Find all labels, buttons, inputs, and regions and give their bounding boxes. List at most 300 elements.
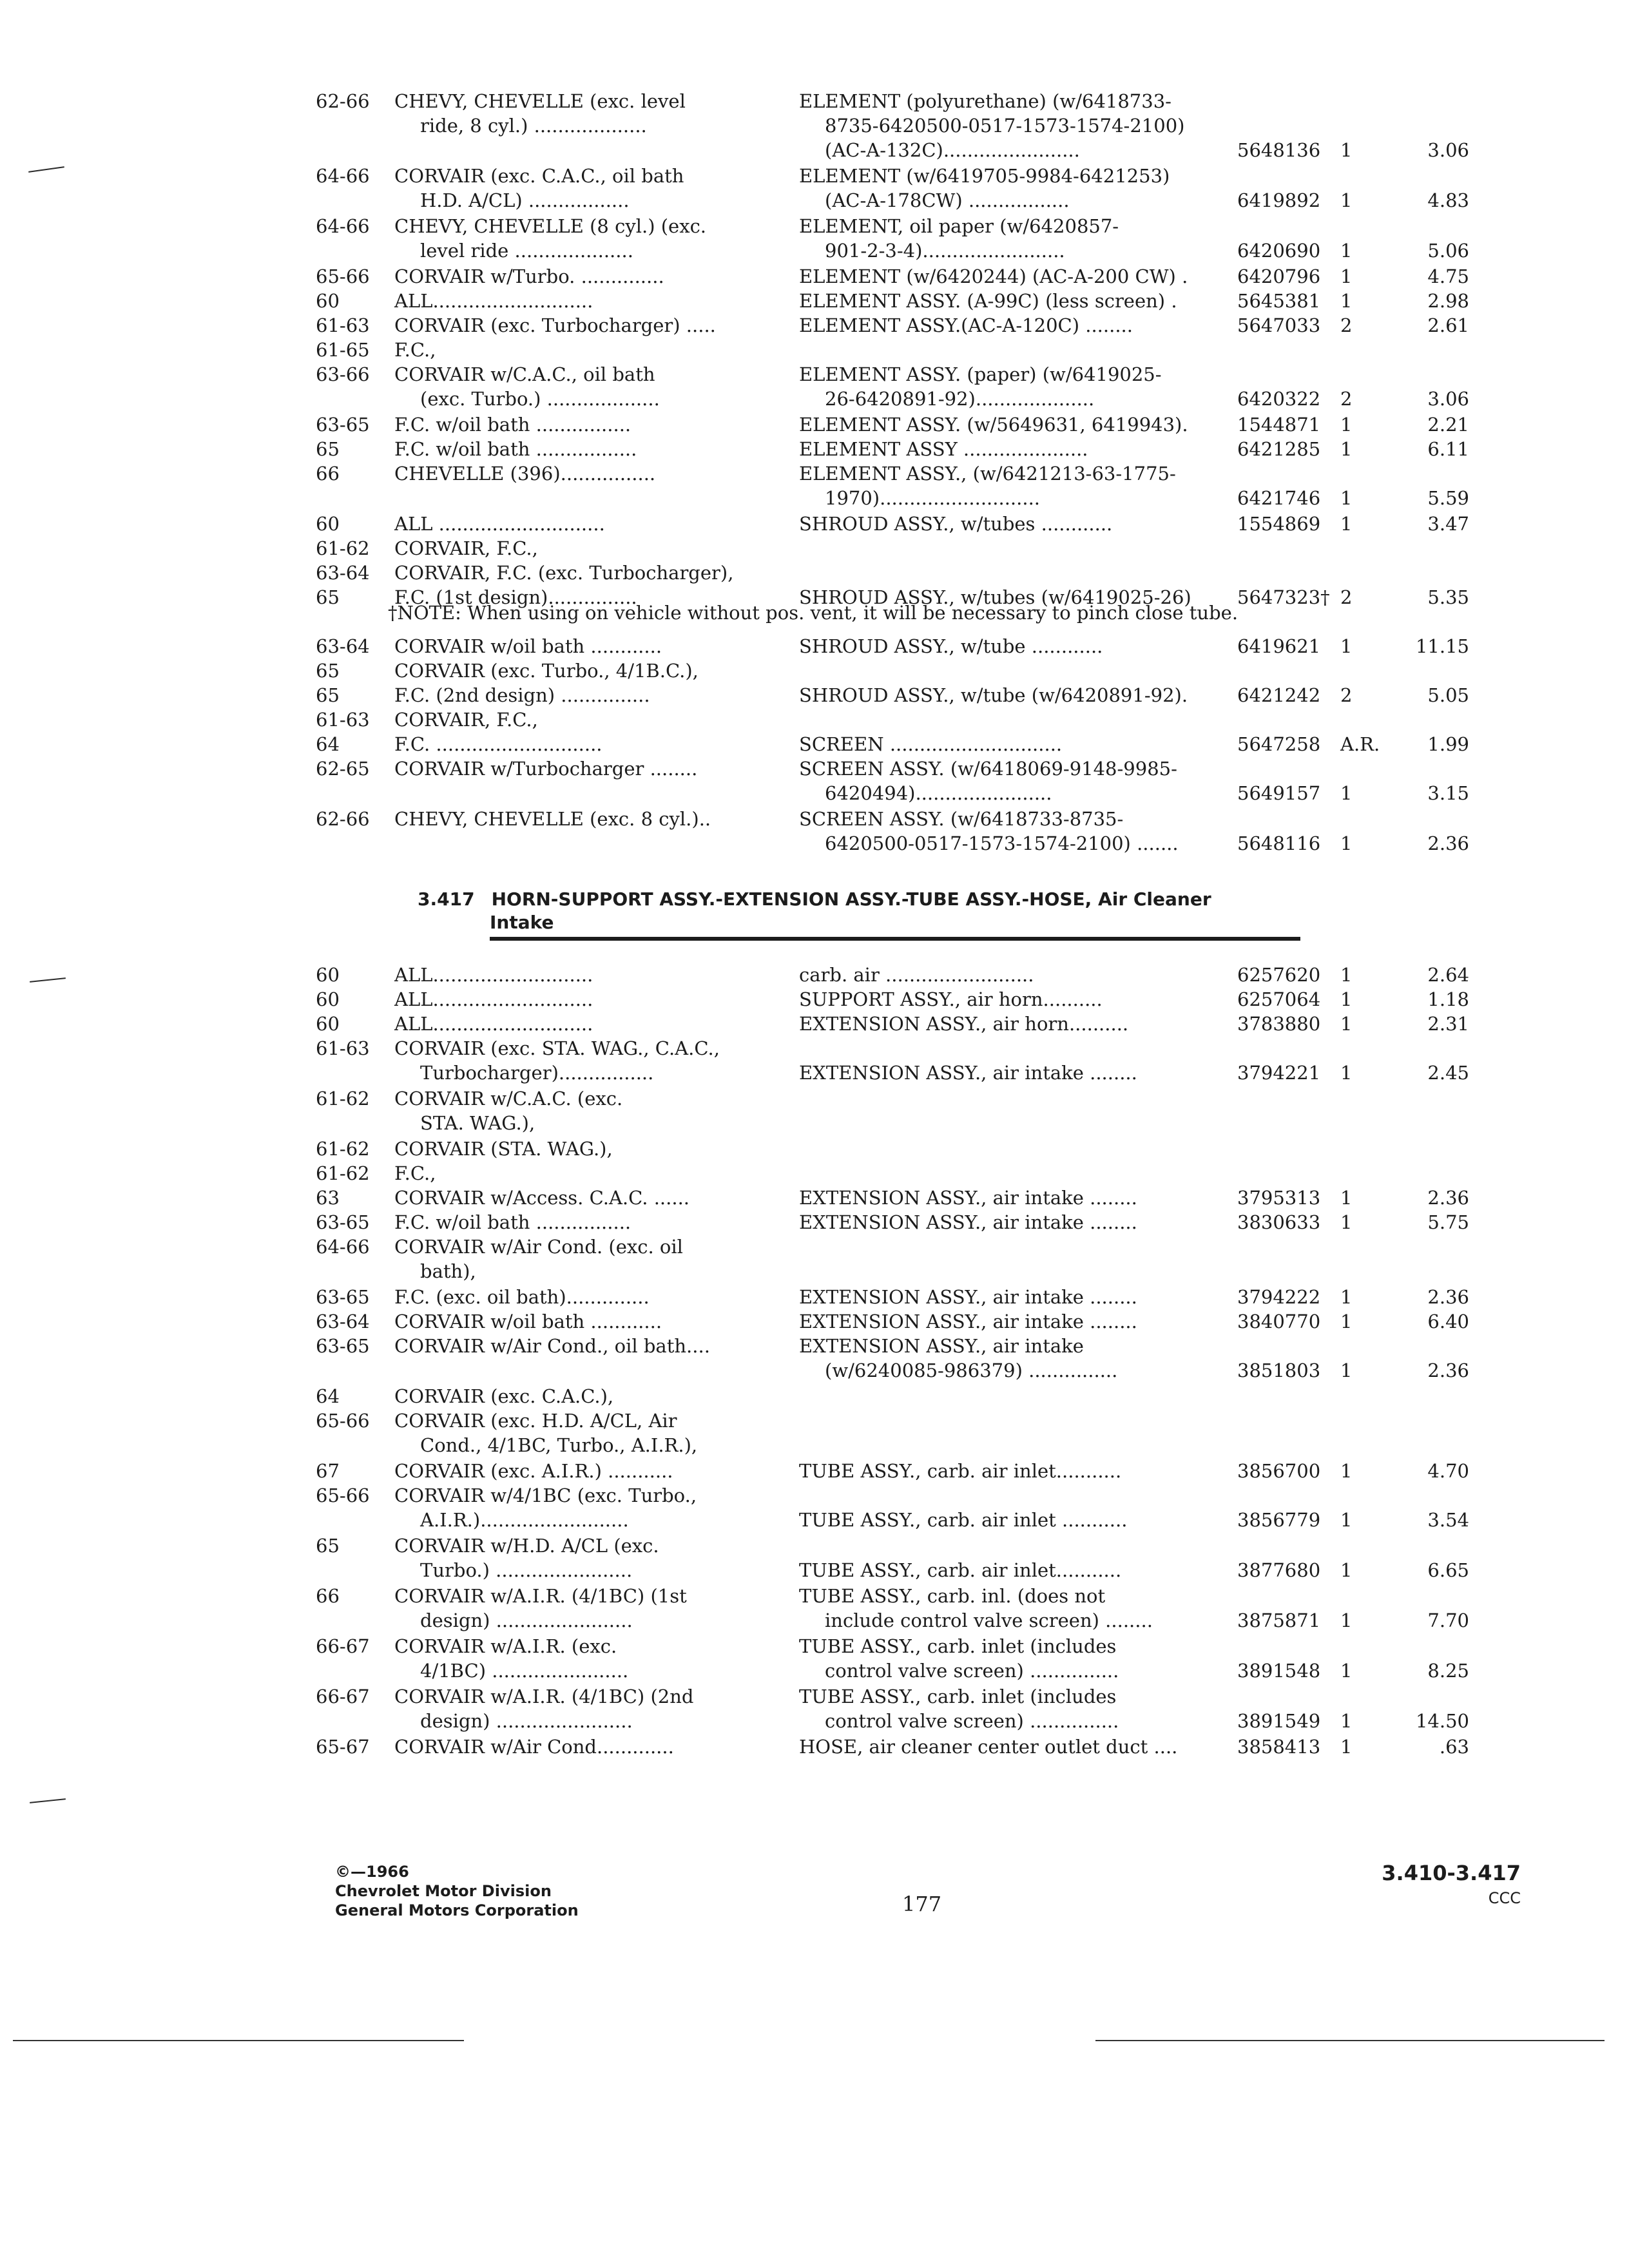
model-cell bbox=[394, 987, 768, 1012]
part-number-cell: 3891548 bbox=[1237, 1660, 1321, 1682]
table-note bbox=[316, 601, 1469, 625]
quantity-cell: 1 bbox=[1340, 1187, 1353, 1209]
description-line: (AC-A-178CW) ................. bbox=[825, 189, 1070, 211]
year-cell: 67 bbox=[316, 1460, 340, 1482]
quantity-cell: 2 bbox=[1340, 314, 1353, 336]
model-line: CORVAIR (exc. C.A.C.), bbox=[394, 1385, 614, 1407]
model-cell bbox=[394, 1584, 768, 1633]
description-line: ELEMENT ASSY.(AC-A-120C) ........ bbox=[799, 314, 1133, 336]
description-line: SHROUD ASSY., w/tubes ............ bbox=[799, 513, 1113, 535]
description-line: SCREEN ASSY. (w/6418069-9148-9985- bbox=[799, 758, 1177, 780]
model-line: F.C. ............................ bbox=[394, 733, 602, 755]
year-cell: 63-66 bbox=[316, 363, 370, 385]
year-cell: 65 bbox=[316, 684, 340, 706]
model-cell bbox=[394, 1334, 768, 1358]
quantity-cell: 1 bbox=[1340, 964, 1353, 986]
quantity-cell: 1 bbox=[1340, 487, 1353, 509]
model-line: CORVAIR (exc. C.A.C., oil bath bbox=[394, 165, 684, 187]
model-line: H.D. A/CL) ................. bbox=[420, 189, 630, 211]
description-cell bbox=[799, 1735, 1218, 1759]
model-cell bbox=[394, 1086, 768, 1135]
description-line: 8735-6420500-0517-1573-1574-2100) bbox=[825, 115, 1185, 137]
part-number-cell: 3830633 bbox=[1237, 1211, 1321, 1233]
description-cell bbox=[799, 89, 1218, 162]
part-number-cell: 5645381 bbox=[1237, 290, 1321, 312]
model-line: ALL ............................ bbox=[394, 513, 605, 535]
part-number-cell: 5649157 bbox=[1237, 782, 1321, 804]
description-line: TUBE ASSY., carb. inlet (includes bbox=[799, 1635, 1117, 1657]
price-cell: .63 bbox=[1439, 1736, 1469, 1758]
price-cell: 5.75 bbox=[1427, 1211, 1469, 1233]
model-line: F.C. (exc. oil bath).............. bbox=[394, 1286, 650, 1308]
description-cell bbox=[799, 1483, 1218, 1532]
description-cell bbox=[799, 1684, 1218, 1733]
bottom-rule bbox=[1095, 2040, 1605, 2041]
year-cell: 63-65 bbox=[316, 1211, 370, 1233]
model-cell bbox=[394, 264, 768, 289]
part-number-cell: 3858413 bbox=[1237, 1736, 1321, 1758]
section-range: 3.410-3.417 bbox=[1382, 1861, 1521, 1885]
description-line: TUBE ASSY., carb. air inlet........... bbox=[799, 1559, 1122, 1581]
description-line: TUBE ASSY., carb. inl. (does not bbox=[799, 1585, 1106, 1607]
model-line: CHEVELLE (396)................ bbox=[394, 463, 656, 485]
quantity-cell: 1 bbox=[1340, 189, 1353, 211]
year-cell: 60 bbox=[316, 513, 340, 535]
description-line: EXTENSION ASSY., air intake ........ bbox=[799, 1286, 1137, 1308]
price-cell: 5.05 bbox=[1427, 684, 1469, 706]
model-line: CORVAIR (exc. STA. WAG., C.A.C., bbox=[394, 1037, 720, 1059]
part-number-cell: 6421746 bbox=[1237, 487, 1321, 509]
quantity-cell: 1 bbox=[1340, 1509, 1353, 1531]
part-number-cell: 5647258 bbox=[1237, 733, 1321, 755]
year-cell: 62-66 bbox=[316, 808, 370, 830]
model-cell bbox=[394, 561, 768, 585]
part-number-cell: 5647033 bbox=[1237, 314, 1321, 336]
description-line: ELEMENT (w/6419705-9984-6421253) bbox=[799, 165, 1170, 187]
model-line: ALL........................... bbox=[394, 988, 593, 1010]
price-cell: 5.06 bbox=[1427, 240, 1469, 262]
part-number-cell: 3783880 bbox=[1237, 1013, 1321, 1035]
part-number-cell: 6419621 bbox=[1237, 635, 1321, 657]
description-cell bbox=[799, 437, 1218, 461]
description-line: ELEMENT, oil paper (w/6420857- bbox=[799, 215, 1119, 237]
price-cell: 3.06 bbox=[1427, 388, 1469, 410]
year-cell: 60 bbox=[316, 988, 340, 1010]
description-line: (w/6240085-986379) ............... bbox=[825, 1360, 1118, 1381]
year-cell: 64 bbox=[316, 1385, 340, 1407]
description-cell bbox=[799, 1584, 1218, 1633]
description-line: 901-2-3-4)........................ bbox=[825, 240, 1065, 262]
part-number-cell: 1554869 bbox=[1237, 513, 1321, 535]
quantity-cell: 1 bbox=[1340, 1062, 1353, 1084]
model-line: CORVAIR (exc. Turbo., 4/1B.C.), bbox=[394, 660, 699, 682]
description-cell bbox=[799, 634, 1218, 658]
model-line: CORVAIR (exc. A.I.R.) ........... bbox=[394, 1460, 673, 1482]
model-cell bbox=[394, 1459, 768, 1483]
model-cell bbox=[394, 512, 768, 536]
quantity-cell: A.R. bbox=[1340, 733, 1380, 755]
model-cell bbox=[394, 1285, 768, 1309]
price-cell: 2.98 bbox=[1427, 290, 1469, 312]
model-line: CORVAIR w/A.I.R. (exc. bbox=[394, 1635, 617, 1657]
quantity-cell: 1 bbox=[1340, 1360, 1353, 1381]
price-cell: 2.61 bbox=[1427, 314, 1469, 336]
description-cell bbox=[799, 412, 1218, 437]
price-cell: 3.54 bbox=[1427, 1509, 1469, 1531]
price-cell: 2.45 bbox=[1427, 1062, 1469, 1084]
model-line: CORVAIR (exc. Turbocharger) ..... bbox=[394, 314, 716, 336]
year-cell: 62-66 bbox=[316, 90, 370, 112]
price-cell: 2.36 bbox=[1427, 832, 1469, 854]
model-line: CORVAIR w/4/1BC (exc. Turbo., bbox=[394, 1485, 697, 1506]
quantity-cell: 1 bbox=[1340, 1211, 1353, 1233]
description-cell bbox=[799, 289, 1218, 313]
model-line: 4/1BC) ....................... bbox=[420, 1660, 629, 1682]
description-line: SHROUD ASSY., w/tube ............ bbox=[799, 635, 1103, 657]
description-cell bbox=[799, 362, 1218, 411]
part-number-cell: 3856700 bbox=[1237, 1460, 1321, 1482]
description-line: SUPPORT ASSY., air horn.......... bbox=[799, 988, 1103, 1010]
year-cell: 63-64 bbox=[316, 635, 370, 657]
year-cell: 65-66 bbox=[316, 1485, 370, 1506]
quantity-cell: 1 bbox=[1340, 139, 1353, 161]
quantity-cell: 1 bbox=[1340, 635, 1353, 657]
part-number-cell: 1544871 bbox=[1237, 414, 1321, 436]
quantity-cell: 1 bbox=[1340, 988, 1353, 1010]
description-line: ELEMENT (w/6420244) (AC-A-200 CW) . bbox=[799, 265, 1188, 287]
part-number-cell: 3851803 bbox=[1237, 1360, 1321, 1381]
model-cell bbox=[394, 1684, 768, 1733]
model-line: Turbo.) ....................... bbox=[420, 1559, 633, 1581]
description-cell bbox=[799, 1533, 1218, 1582]
description-line: 6420494)....................... bbox=[825, 782, 1052, 804]
page-number: 177 bbox=[902, 1892, 942, 1916]
price-cell: 6.65 bbox=[1427, 1559, 1469, 1581]
model-cell bbox=[394, 313, 768, 338]
model-cell bbox=[394, 1137, 768, 1161]
year-cell: 63-65 bbox=[316, 1286, 370, 1308]
description-cell bbox=[799, 461, 1218, 510]
description-line: carb. air ......................... bbox=[799, 964, 1034, 986]
year-cell: 65 bbox=[316, 1535, 340, 1557]
part-number-cell: 6257620 bbox=[1237, 964, 1321, 986]
year-cell: 61-63 bbox=[316, 1037, 370, 1059]
year-cell: 64-66 bbox=[316, 215, 370, 237]
quantity-cell: 1 bbox=[1340, 1710, 1353, 1732]
description-line: EXTENSION ASSY., air horn.......... bbox=[799, 1013, 1129, 1035]
quantity-cell: 1 bbox=[1340, 1013, 1353, 1035]
year-cell: 63 bbox=[316, 1187, 340, 1209]
description-line: ELEMENT (polyurethane) (w/6418733- bbox=[799, 90, 1171, 112]
model-cell bbox=[394, 683, 768, 707]
model-line: Turbocharger)................ bbox=[420, 1062, 654, 1084]
division: Chevrolet Motor Division bbox=[335, 1882, 552, 1900]
year-cell: 64 bbox=[316, 733, 340, 755]
description-cell bbox=[799, 1309, 1218, 1334]
model-line: A.I.R.)......................... bbox=[420, 1509, 629, 1531]
description-line: EXTENSION ASSY., air intake ........ bbox=[799, 1211, 1137, 1233]
year-cell: 60 bbox=[316, 290, 340, 312]
part-number-cell: 3891549 bbox=[1237, 1710, 1321, 1732]
price-cell: 11.15 bbox=[1415, 635, 1469, 657]
price-cell: 6.11 bbox=[1427, 438, 1469, 460]
model-cell bbox=[394, 1634, 768, 1683]
model-cell bbox=[394, 164, 768, 213]
year-cell: 65 bbox=[316, 660, 340, 682]
part-number-cell: 5648116 bbox=[1237, 832, 1321, 854]
model-cell bbox=[394, 1384, 768, 1408]
model-cell bbox=[394, 1735, 768, 1759]
model-line: CORVAIR w/oil bath ............ bbox=[394, 635, 662, 657]
model-cell bbox=[394, 634, 768, 658]
description-line: include control valve screen) ........ bbox=[825, 1610, 1153, 1631]
year-cell: 63-64 bbox=[316, 1311, 370, 1332]
section-rule bbox=[490, 937, 1300, 941]
price-cell: 2.21 bbox=[1427, 414, 1469, 436]
year-cell: 66-67 bbox=[316, 1686, 370, 1707]
description-cell bbox=[799, 264, 1218, 289]
description-cell bbox=[799, 1012, 1218, 1036]
model-line: design) ....................... bbox=[420, 1710, 633, 1732]
part-number-cell: 3875871 bbox=[1237, 1610, 1321, 1631]
model-line: CORVAIR w/C.A.C. (exc. bbox=[394, 1088, 623, 1110]
price-cell: 2.36 bbox=[1427, 1286, 1469, 1308]
model-line: design) ....................... bbox=[420, 1610, 633, 1631]
model-line: CORVAIR w/Turbocharger ........ bbox=[394, 758, 698, 780]
model-line: CORVAIR w/Air Cond., oil bath.... bbox=[394, 1335, 710, 1357]
part-number-cell: 3794221 bbox=[1237, 1062, 1321, 1084]
part-number-cell: 3794222 bbox=[1237, 1286, 1321, 1308]
description-line: HOSE, air cleaner center outlet duct .... bbox=[799, 1736, 1178, 1758]
description-cell bbox=[799, 987, 1218, 1012]
model-line: CHEVY, CHEVELLE (exc. level bbox=[394, 90, 686, 112]
model-line: ALL........................... bbox=[394, 290, 593, 312]
description-cell bbox=[799, 214, 1218, 263]
description-cell bbox=[799, 1285, 1218, 1309]
price-cell: 3.15 bbox=[1427, 782, 1469, 804]
model-line: CHEVY, CHEVELLE (8 cyl.) (exc. bbox=[394, 215, 707, 237]
price-cell: 4.83 bbox=[1427, 189, 1469, 211]
year-cell: 63-65 bbox=[316, 1335, 370, 1357]
section-title-text: HORN-SUPPORT ASSY.-EXTENSION ASSY.-TUBE ASSY.-HOSE, Air Cleaner bbox=[491, 889, 1211, 910]
description-line: TUBE ASSY., carb. air inlet........... bbox=[799, 1460, 1122, 1482]
year-cell: 65-66 bbox=[316, 265, 370, 287]
model-line: CORVAIR, F.C., bbox=[394, 709, 538, 731]
quantity-cell: 2 bbox=[1340, 684, 1353, 706]
price-cell: 2.36 bbox=[1427, 1187, 1469, 1209]
model-line: CORVAIR w/H.D. A/CL (exc. bbox=[394, 1535, 659, 1557]
price-cell: 1.18 bbox=[1427, 988, 1469, 1010]
description-line: SHROUD ASSY., w/tube (w/6420891-92). bbox=[799, 684, 1188, 706]
description-line: (AC-A-132C)....................... bbox=[825, 139, 1080, 161]
price-cell: 2.64 bbox=[1427, 964, 1469, 986]
model-cell bbox=[394, 461, 768, 486]
margin-mark bbox=[30, 1798, 66, 1803]
description-line: 26-6420891-92).................... bbox=[825, 388, 1095, 410]
price-cell: 6.40 bbox=[1427, 1311, 1469, 1332]
description-line bbox=[799, 1036, 1218, 1061]
footer-publisher bbox=[335, 1862, 579, 1920]
year-cell: 61-63 bbox=[316, 314, 370, 336]
year-cell: 61-65 bbox=[316, 339, 370, 361]
quantity-cell: 2 bbox=[1340, 388, 1353, 410]
model-line: level ride .................... bbox=[420, 240, 633, 262]
quantity-cell: 1 bbox=[1340, 1610, 1353, 1631]
model-line: ALL........................... bbox=[394, 1013, 593, 1035]
model-line: CORVAIR w/C.A.C., oil bath bbox=[394, 363, 655, 385]
quantity-cell: 1 bbox=[1340, 414, 1353, 436]
model-line: F.C. w/oil bath ................. bbox=[394, 438, 637, 460]
part-number-cell: 6421285 bbox=[1237, 438, 1321, 460]
price-cell: 4.75 bbox=[1427, 265, 1469, 287]
quantity-cell: 1 bbox=[1340, 1460, 1353, 1482]
quantity-cell: 1 bbox=[1340, 1736, 1353, 1758]
description-line: EXTENSION ASSY., air intake ........ bbox=[799, 1062, 1137, 1084]
description-cell bbox=[799, 1036, 1218, 1085]
year-cell: 64-66 bbox=[316, 1236, 370, 1258]
description-cell bbox=[799, 313, 1218, 338]
description-cell bbox=[799, 756, 1218, 805]
year-cell: 61-63 bbox=[316, 709, 370, 731]
part-number-cell: 6420690 bbox=[1237, 240, 1321, 262]
description-line: 1970)........................... bbox=[825, 487, 1041, 509]
model-cell bbox=[394, 1161, 768, 1186]
description-cell bbox=[799, 1186, 1218, 1210]
description-line: ELEMENT ASSY. (A-99C) (less screen) . bbox=[799, 290, 1177, 312]
model-cell bbox=[394, 289, 768, 313]
description-cell bbox=[799, 1210, 1218, 1235]
quantity-cell: 1 bbox=[1340, 290, 1353, 312]
margin-mark bbox=[28, 166, 64, 173]
year-cell: 66 bbox=[316, 463, 340, 485]
year-cell: 63-64 bbox=[316, 562, 370, 584]
price-cell: 2.36 bbox=[1427, 1360, 1469, 1381]
quantity-cell: 1 bbox=[1340, 1311, 1353, 1332]
corporation: General Motors Corporation bbox=[335, 1901, 579, 1919]
description-line: ELEMENT ASSY. (w/5649631, 6419943). bbox=[799, 414, 1188, 436]
model-cell bbox=[394, 338, 768, 362]
description-cell bbox=[799, 683, 1218, 707]
section-subtitle: Intake bbox=[490, 912, 554, 933]
footer-section-range bbox=[1353, 1860, 1521, 1910]
model-line: CORVAIR w/Air Cond............. bbox=[394, 1736, 674, 1758]
year-cell: 64-66 bbox=[316, 165, 370, 187]
year-cell: 61-62 bbox=[316, 537, 370, 559]
price-cell: 3.06 bbox=[1427, 139, 1469, 161]
year-cell: 61-62 bbox=[316, 1162, 370, 1184]
model-cell bbox=[394, 1235, 768, 1283]
model-cell bbox=[394, 658, 768, 683]
model-line: CORVAIR w/A.I.R. (4/1BC) (2nd bbox=[394, 1686, 694, 1707]
price-cell: 14.50 bbox=[1415, 1710, 1469, 1732]
model-line: ALL........................... bbox=[394, 964, 593, 986]
description-line: ELEMENT ASSY., (w/6421213-63-1775- bbox=[799, 463, 1176, 485]
model-cell bbox=[394, 807, 768, 831]
model-cell bbox=[394, 1408, 768, 1457]
model-cell bbox=[394, 1036, 768, 1085]
part-number-cell: 6421242 bbox=[1237, 684, 1321, 706]
model-cell bbox=[394, 1309, 768, 1334]
quantity-cell: 2 bbox=[1340, 586, 1353, 608]
year-cell: 65-66 bbox=[316, 1410, 370, 1432]
model-line: CORVAIR, F.C. (exc. Turbocharger), bbox=[394, 562, 734, 584]
model-line: CHEVY, CHEVELLE (exc. 8 cyl.).. bbox=[394, 808, 711, 830]
model-line: (exc. Turbo.) ................... bbox=[420, 388, 660, 410]
description-line: EXTENSION ASSY., air intake ........ bbox=[799, 1311, 1137, 1332]
year-cell: 65 bbox=[316, 438, 340, 460]
model-cell bbox=[394, 362, 768, 411]
description-cell bbox=[799, 1334, 1218, 1383]
description-line: ELEMENT ASSY ..................... bbox=[799, 438, 1088, 460]
part-number-cell: 5648136 bbox=[1237, 139, 1321, 161]
description-cell bbox=[799, 1634, 1218, 1683]
part-number-cell: 3795313 bbox=[1237, 1187, 1321, 1209]
quantity-cell: 1 bbox=[1340, 832, 1353, 854]
part-number-cell: 6419892 bbox=[1237, 189, 1321, 211]
model-cell bbox=[394, 214, 768, 263]
year-cell: 66-67 bbox=[316, 1635, 370, 1657]
model-cell bbox=[394, 732, 768, 756]
model-line: F.C. (1st design)............... bbox=[394, 586, 637, 608]
model-cell bbox=[394, 1483, 768, 1532]
model-cell bbox=[394, 963, 768, 987]
year-cell: 65-67 bbox=[316, 1736, 370, 1758]
quantity-cell: 1 bbox=[1340, 438, 1353, 460]
description-cell bbox=[799, 807, 1218, 856]
quantity-cell: 1 bbox=[1340, 1559, 1353, 1581]
model-cell bbox=[394, 1012, 768, 1036]
description-line: SHROUD ASSY., w/tubes (w/6419025-26) bbox=[799, 586, 1191, 608]
price-cell: 5.35 bbox=[1427, 586, 1469, 608]
part-number-cell: 3840770 bbox=[1237, 1311, 1321, 1332]
section-number: 3.417 bbox=[418, 889, 475, 910]
model-line: CORVAIR w/Access. C.A.C. ...... bbox=[394, 1187, 690, 1209]
note-text: †NOTE: When using on vehicle without pos. vent, it will be necessary to pinch close tube. bbox=[388, 602, 1239, 624]
year-cell: 65 bbox=[316, 586, 340, 608]
model-cell bbox=[394, 707, 768, 732]
model-line: CORVAIR (STA. WAG.), bbox=[394, 1138, 613, 1160]
part-number-cell: 6257064 bbox=[1237, 988, 1321, 1010]
description-line: SCREEN ASSY. (w/6418733-8735- bbox=[799, 808, 1124, 830]
quantity-cell: 1 bbox=[1340, 1286, 1353, 1308]
year-cell: 60 bbox=[316, 964, 340, 986]
model-cell bbox=[394, 756, 768, 781]
description-line: TUBE ASSY., carb. inlet (includes bbox=[799, 1686, 1117, 1707]
description-line: control valve screen) ............... bbox=[825, 1660, 1119, 1682]
bottom-rule bbox=[13, 2040, 464, 2041]
description-line: control valve screen) ............... bbox=[825, 1710, 1119, 1732]
model-line: F.C. (2nd design) ............... bbox=[394, 684, 650, 706]
year-cell: 61-62 bbox=[316, 1138, 370, 1160]
model-cell bbox=[394, 1533, 768, 1582]
description-cell bbox=[799, 512, 1218, 536]
margin-mark bbox=[30, 977, 66, 983]
section-code: CCC bbox=[1488, 1889, 1521, 1907]
part-number-cell: 6420322 bbox=[1237, 388, 1321, 410]
description-line: SCREEN ............................. bbox=[799, 733, 1063, 755]
section-title bbox=[418, 888, 1300, 934]
year-cell: 62-65 bbox=[316, 758, 370, 780]
model-line: bath), bbox=[420, 1260, 476, 1282]
price-cell: 3.47 bbox=[1427, 513, 1469, 535]
description-line: 6420500-0517-1573-1574-2100) ....... bbox=[825, 832, 1179, 854]
model-line: ride, 8 cyl.) ................... bbox=[420, 115, 647, 137]
price-cell: 1.99 bbox=[1427, 733, 1469, 755]
model-cell bbox=[394, 412, 768, 437]
description-cell bbox=[799, 164, 1218, 213]
year-cell: 66 bbox=[316, 1585, 340, 1607]
year-cell: 60 bbox=[316, 1013, 340, 1035]
